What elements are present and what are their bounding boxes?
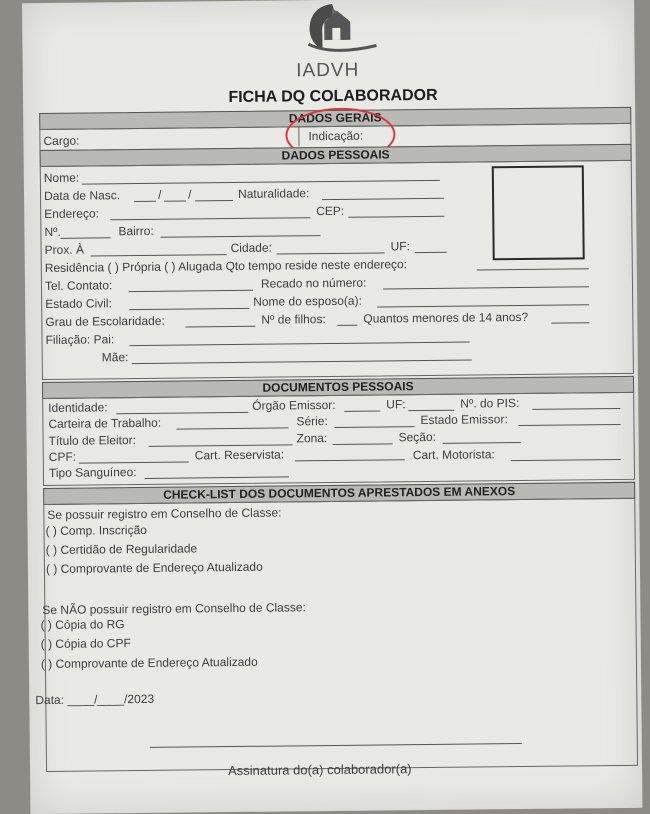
cep-label: CEP: <box>316 203 345 219</box>
checkbox-item[interactable]: ( ) Cópia do RG <box>40 617 125 633</box>
recado-label: Recado no número: <box>260 275 367 291</box>
menores-label: Quantos menores de 14 anos? <box>363 309 529 326</box>
grau-label: Grau de Escolaridade: <box>45 313 165 329</box>
titulo-label: Título de Eleitor: <box>48 433 137 448</box>
estado-emissor-label: Estado Emissor: <box>420 412 508 428</box>
data-dia-line[interactable] <box>134 201 156 202</box>
cidade-label: Cidade: <box>230 240 273 256</box>
section-documentos: DOCUMENTOS PESSOAIS <box>42 376 634 399</box>
sanguineo-label: Tipo Sanguíneo: <box>48 465 137 480</box>
form-sheet <box>22 0 642 814</box>
tel-label: Tel. Contato: <box>44 278 113 293</box>
filiacao-pai-label: Filiação: Pai: <box>45 332 115 347</box>
filhos-line[interactable] <box>337 325 357 326</box>
residencia-label: Residência ( ) Própria ( ) Alugada Qto tempo reside neste endereço: <box>44 257 408 275</box>
section-checklist: CHECK-LIST DOS DOCUMENTOS APRESTADOS EM ANEXOS <box>43 482 635 505</box>
date-separator: / <box>157 187 162 202</box>
photo-box <box>492 165 585 260</box>
serie-label: Série: <box>296 414 328 429</box>
brand-name: IADVH <box>296 59 360 82</box>
uf-doc-label: UF: <box>386 397 406 412</box>
checkbox-item[interactable]: ( ) Certidão de Regularidade <box>45 541 198 557</box>
section-dados-gerais: DADOS GERAIS <box>39 107 631 130</box>
indicacao-label: Indicação: <box>308 128 364 144</box>
numero-label: Nº. <box>44 224 61 239</box>
filhos-label: Nº de filhos: <box>261 312 326 327</box>
data-field[interactable]: Data: ____/____/2023 <box>35 691 155 708</box>
carteira-label: Carteira de Trabalho: <box>48 415 162 431</box>
mae-label: Mãe: <box>101 350 129 365</box>
cpf-label: CPF: <box>48 449 77 464</box>
nome-label: Nome: <box>43 170 80 185</box>
nome-esposo-label: Nome do esposo(a): <box>253 293 362 309</box>
signature-label: Assinatura do(a) colaborador(a) <box>227 761 412 779</box>
pis-label: Nº. do PIS: <box>460 396 520 411</box>
orgao-label: Órgão Emissor: <box>252 397 336 413</box>
com-registro-label: Se possuir registro em Conselho de Classe: <box>47 505 282 522</box>
data-nasc-label: Data de Nasc. <box>43 188 121 203</box>
cargo-label: Cargo: <box>43 133 80 148</box>
identidade-label: Identidade: <box>48 400 108 415</box>
reservista-label: Cart. Reservista: <box>194 447 285 463</box>
motorista-label: Cart. Motorista: <box>412 447 495 463</box>
checklist-box <box>40 498 638 772</box>
data-mes-line[interactable] <box>164 200 186 201</box>
checkbox-item[interactable]: ( ) Comprovante de Endereço Atualizado <box>45 559 263 576</box>
prox-label: Prox. À <box>44 242 85 257</box>
checkbox-item[interactable]: ( ) Comp. Inscrição <box>45 522 147 538</box>
naturalidade-label: Naturalidade: <box>237 186 310 201</box>
checkbox-item[interactable]: ( ) Cópia do CPF <box>40 636 131 652</box>
checkbox-item[interactable]: ( ) Comprovante de Endereço Atualizado <box>40 654 258 672</box>
form-title: FICHA DQ COLABORADOR <box>228 86 438 107</box>
bairro-label: Bairro: <box>118 223 154 239</box>
uf-label: UF: <box>390 239 410 254</box>
sem-registro-label: Se NÃO possuir registro em Conselho de Classe: <box>42 600 306 618</box>
zona-label: Zona: <box>296 431 328 446</box>
estado-civil-label: Estado Civil: <box>45 296 112 311</box>
endereco-label: Endereço: <box>44 206 99 221</box>
section-dados-pessoais: DADOS PESSOAIS <box>40 144 632 167</box>
date-separator: / <box>187 187 192 202</box>
house-logo-icon <box>292 0 383 60</box>
secao-label: Seção: <box>398 429 437 445</box>
